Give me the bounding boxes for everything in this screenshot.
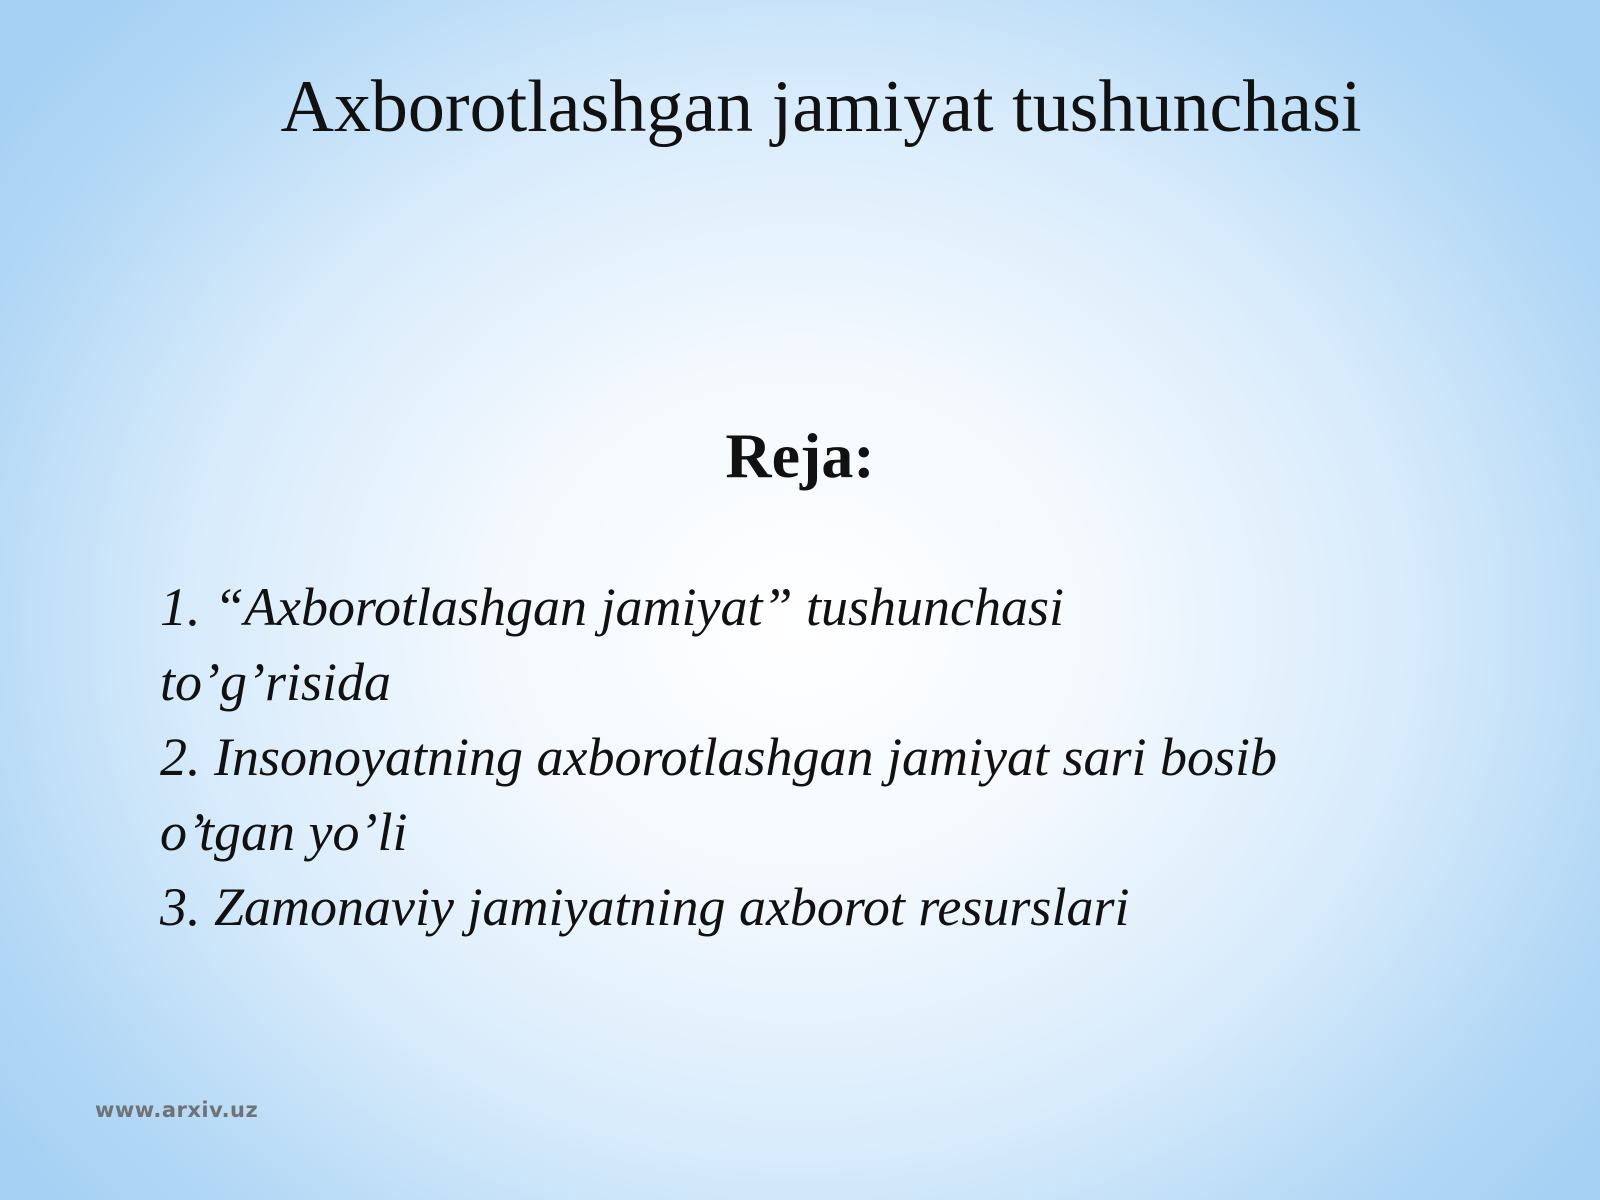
plan-list — [160, 570, 1480, 945]
plan-item-2-line-2: o’tgan yo’li — [160, 802, 408, 862]
plan-item-2-line-1: 2. Insonoyatning axborotlashgan jamiyat sari bosib — [160, 727, 1277, 787]
plan-item-3 — [160, 870, 1480, 945]
plan-item-2 — [160, 720, 1480, 870]
watermark-link: www.arxiv.uz — [95, 1098, 259, 1122]
plan-item-1-line-1: 1. “Axborotlashgan jamiyat” tushunchasi — [160, 577, 1065, 637]
slide-title: Axborotlashgan jamiyat tushunchasi — [280, 66, 1362, 148]
plan-item-1 — [160, 570, 1480, 720]
plan-item-1-line-2: to’g’risida — [160, 652, 392, 712]
plan-heading: Reja: — [725, 420, 875, 491]
plan-item-3-line-1: 3. Zamonaviy jamiyatning axborot resurslari — [160, 877, 1130, 937]
